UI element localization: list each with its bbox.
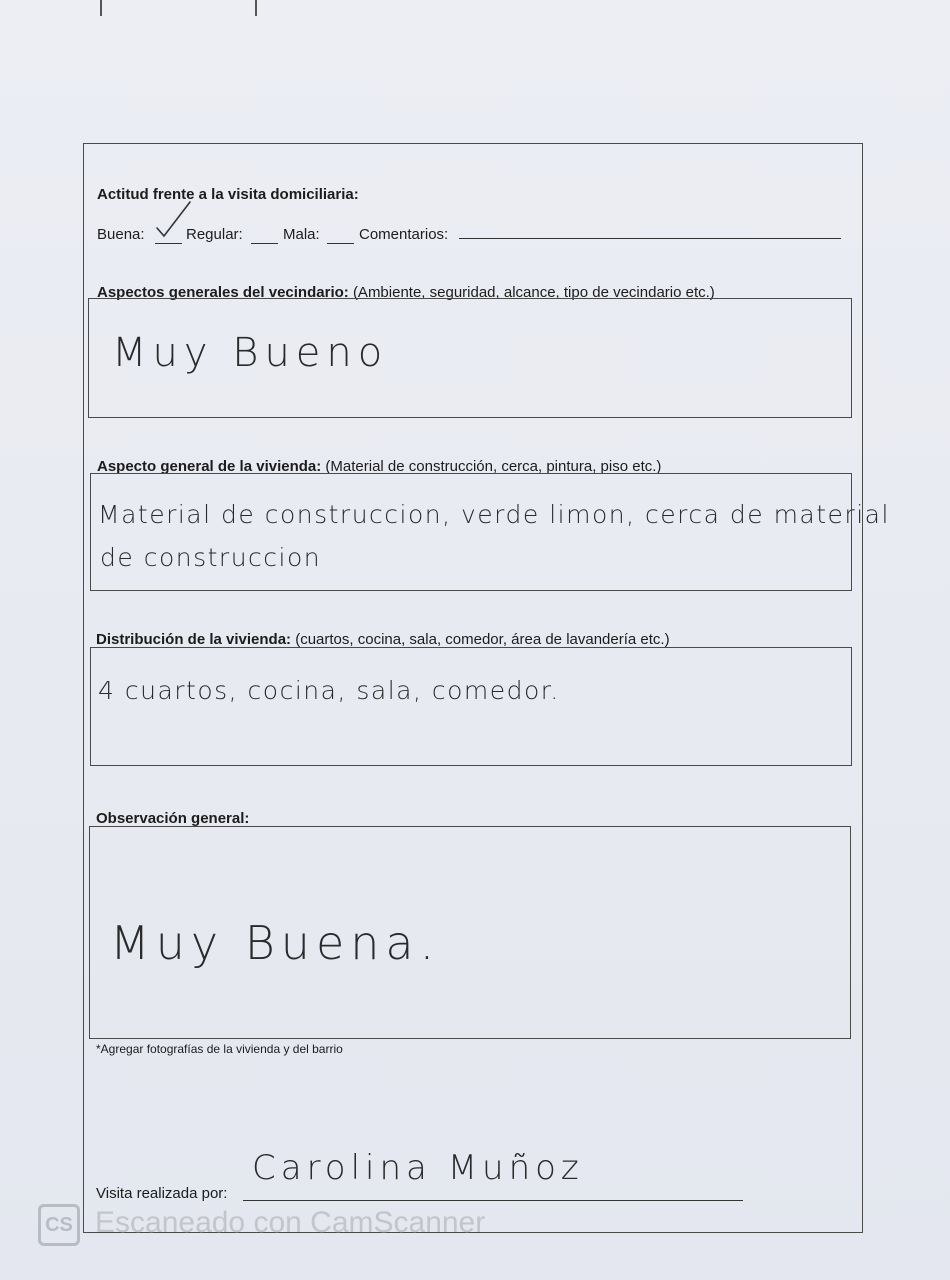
regular-label: Regular: xyxy=(186,226,243,243)
distribucion-label-hint: (cuartos, cocina, sala, comedor, área de lavandería etc.) xyxy=(295,631,670,648)
vivienda-box[interactable] xyxy=(90,473,852,591)
mala-label: Mala: xyxy=(283,226,320,243)
vivienda-answer-line-2: de construccion xyxy=(100,543,322,572)
observacion-answer: Muy Buena. xyxy=(110,916,441,970)
vivienda-label-hint: (Material de construcción, cerca, pintura, piso etc.) xyxy=(325,458,662,475)
attitude-title: Actitud frente a la visita domiciliaria: xyxy=(97,186,359,203)
buena-label: Buena: xyxy=(97,226,145,243)
distribucion-label-bold: Distribución de la vivienda: xyxy=(96,631,292,648)
comentarios-label: Comentarios: xyxy=(359,226,449,243)
comentarios-blank[interactable] xyxy=(459,238,841,239)
visita-label: Visita realizada por: xyxy=(96,1185,228,1202)
vivienda-label-bold: Aspecto general de la vivienda: xyxy=(97,458,322,475)
mala-blank[interactable] xyxy=(327,243,354,244)
top-edge-mark xyxy=(255,0,257,16)
distribucion-box[interactable] xyxy=(90,647,852,766)
vecindario-label-hint: (Ambiente, seguridad, alcance, tipo de vecindario etc.) xyxy=(352,284,715,301)
vecindario-label-bold: Aspectos generales del vecindario: xyxy=(97,284,349,301)
top-edge-mark xyxy=(100,0,102,16)
camscanner-logo: CS xyxy=(38,1204,80,1246)
observacion-label: Observación general: xyxy=(96,810,250,827)
vecindario-answer: Muy Bueno xyxy=(112,330,389,376)
footnote: *Agregar fotografías de la vivienda y del barrio xyxy=(96,1042,343,1056)
vivienda-answer-line-1: Material de construccion, verde limon, cerca de material xyxy=(98,500,890,529)
regular-blank[interactable] xyxy=(251,243,278,244)
distribucion-label xyxy=(96,631,670,648)
signature-line[interactable] xyxy=(243,1200,743,1201)
distribucion-answer: 4 cuartos, cocina, sala, comedor. xyxy=(98,676,560,705)
signature-name: Carolina Muñoz xyxy=(252,1148,584,1188)
camscanner-watermark: Escaneado con CamScanner xyxy=(95,1206,486,1239)
